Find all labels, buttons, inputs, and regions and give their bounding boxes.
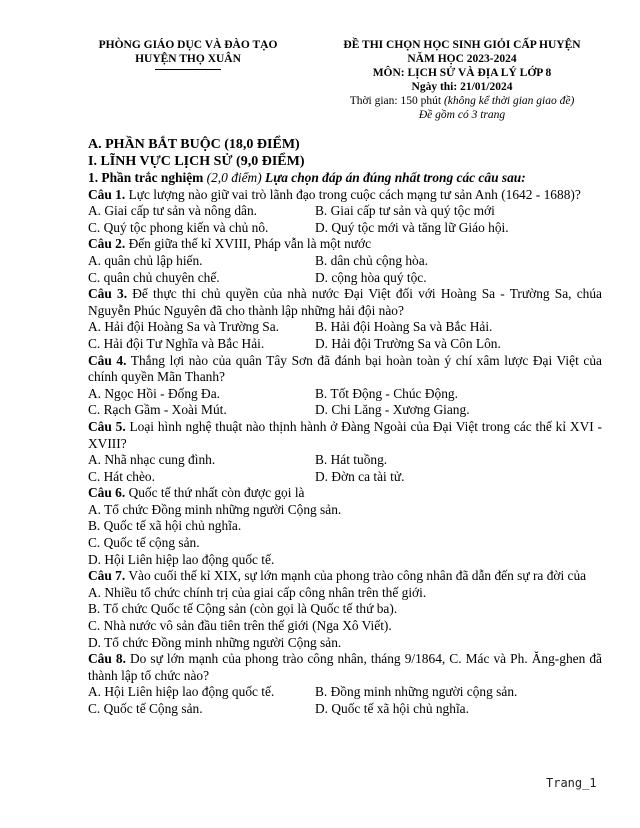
question-stem: Thắng lợi nào của quân Tây Sơn đã đánh bại hoàn toàn ý chí xâm lược Đại Việt của chính quyền Mãn Thanh? <box>88 352 602 385</box>
section-a-heading: A. PHẦN BẮT BUỘC (18,0 ĐIỂM) <box>88 137 300 152</box>
question-text <box>88 651 602 684</box>
issuer-line-2: HUYỆN THỌ XUÂN <box>135 53 241 65</box>
option-row <box>88 253 602 270</box>
question-text <box>88 187 602 204</box>
option-c: C. quân chủ chuyên chế. <box>88 269 220 285</box>
option-row <box>88 402 602 419</box>
option-row <box>88 701 602 718</box>
section-i-heading: I. LĨNH VỰC LỊCH SỬ (9,0 ĐIỂM) <box>88 154 305 169</box>
question-stem: Lực lượng nào giữ vai trò lãnh đạo trong cuộc cách mạng tư sản Anh (1642 - 1688)? <box>125 186 581 202</box>
option-c: C. Quốc tế cộng sản. <box>88 535 200 551</box>
option-a: A. Nhiều tổ chức chính trị của giai cấp công nhân trên thế giới. <box>88 584 427 600</box>
question-number: Câu 7. <box>88 568 126 584</box>
question-1 <box>88 187 602 237</box>
option-a: A. Ngọc Hồi - Đống Đa. <box>88 385 221 401</box>
option-b: B. Quốc tế xã hội chủ nghĩa. <box>88 518 242 534</box>
issuer-line-1: PHÒNG GIÁO DỤC VÀ ĐÀO TẠO <box>98 39 278 51</box>
question-number: Câu 8. <box>88 651 126 667</box>
option-c: C. Hải đội Tư Nghĩa và Bắc Hải. <box>88 335 265 351</box>
option-b: B. Hát tuồng. <box>315 452 388 468</box>
option-row <box>88 203 602 220</box>
option-c: C. Rạch Gầm - Xoài Mút. <box>88 402 227 418</box>
option-d: D. Quốc tế xã hội chủ nghĩa. <box>315 701 469 716</box>
option-row <box>88 336 602 353</box>
question-8 <box>88 651 602 717</box>
option-b: B. dân chủ cộng hòa. <box>315 252 429 268</box>
option-row <box>88 270 602 287</box>
question-6 <box>88 485 602 568</box>
exam-date: Ngày thi: 21/01/2024 <box>411 81 513 93</box>
question-stem: Đến giữa thế kỉ XVIII, Pháp vẫn là một nước <box>125 236 372 252</box>
option-c: C. Quý tộc phong kiến và chủ nô. <box>88 219 269 235</box>
option-b: B. Giai cấp tư sản và quý tộc mới <box>315 203 495 219</box>
option-row <box>88 386 602 403</box>
question-text <box>88 419 602 452</box>
exam-body <box>88 136 602 718</box>
subject: MÔN: LỊCH SỬ VÀ ĐỊA LÝ LỚP 8 <box>372 67 552 79</box>
option-a: A. quân chủ lập hiến. <box>88 252 203 268</box>
option-c: C. Hát chèo. <box>88 468 155 484</box>
question-text <box>88 353 602 386</box>
question-stem: Do sự lớn mạnh của phong trào công nhân, tháng 9/1864, C. Mác và Ph. Ăng-ghen đã thành lập tổ chức nào? <box>88 651 602 683</box>
duration-note: (không kể thời gian giao đề) <box>443 95 575 107</box>
question-number: Câu 5. <box>88 418 126 434</box>
part-1-points: (2,0 điểm) <box>206 170 266 185</box>
question-3 <box>88 286 602 352</box>
question-stem: Quốc tế thứ nhất còn được gọi là <box>125 485 305 501</box>
question-number: Câu 6. <box>88 485 126 501</box>
exam-title-block <box>312 38 612 122</box>
option-a: A. Tổ chức Đồng minh những người Cộng sản. <box>88 501 342 517</box>
question-number: Câu 2. <box>88 236 126 252</box>
exam-duration <box>312 94 612 108</box>
option-d: D. Quý tộc mới và tăng lữ Giáo hội. <box>315 219 509 235</box>
question-2 <box>88 236 602 286</box>
option-row <box>88 469 602 486</box>
page-footer: Trang_1 <box>546 776 597 790</box>
option-b: B. Đồng minh những người cộng sản. <box>315 684 518 700</box>
question-number: Câu 3. <box>88 286 128 302</box>
option-d: D. Hải đội Trường Sa và Côn Lôn. <box>315 335 501 351</box>
option-b: B. Tốt Động - Chúc Động. <box>315 385 458 401</box>
option-b: B. Tổ chức Quốc tế Cộng sản (còn gọi là Quốc tế thứ ba). <box>88 601 398 617</box>
school-year: NĂM HỌC 2023-2024 <box>407 53 517 65</box>
question-text <box>88 568 602 585</box>
question-text <box>88 286 602 319</box>
option-a: A. Giai cấp tư sản và nông dân. <box>88 203 258 219</box>
option-d: D. Đờn ca tài tử. <box>315 468 405 484</box>
exam-title: ĐỀ THI CHỌN HỌC SINH GIỎI CẤP HUYỆN <box>343 39 581 51</box>
question-5 <box>88 419 602 485</box>
option-d: D. cộng hòa quý tộc. <box>315 269 427 285</box>
option-row <box>88 220 602 237</box>
part-1-instruction: Lựa chọn đáp án đúng nhất trong các câu sau: <box>265 170 526 185</box>
question-7 <box>88 568 602 651</box>
page-count-note: Đề gồm có 3 trang <box>418 109 506 121</box>
question-text <box>88 236 602 253</box>
option-c: C. Nhà nước vô sản đầu tiên trên thế giới (Nga Xô Viết). <box>88 618 392 634</box>
option-row <box>88 319 602 336</box>
option-row <box>88 684 602 701</box>
issuer-block <box>88 38 288 70</box>
question-stem: Loại hình nghệ thuật nào thịnh hành ở Đàng Ngoài của Đại Việt trong các thế kỉ XVI - XVIII? <box>88 418 602 451</box>
part-1-label: 1. Phần trắc nghiệm <box>88 170 207 185</box>
question-4 <box>88 353 602 419</box>
option-row <box>88 452 602 469</box>
option-c: C. Quốc tế Cộng sản. <box>88 701 203 716</box>
option-d: D. Chi Lăng - Xương Giang. <box>315 402 470 418</box>
duration-text: Thời gian: 150 phút <box>349 95 444 107</box>
option-a: A. Hải đội Hoàng Sa và Trường Sa. <box>88 319 280 335</box>
part-1-heading <box>88 170 602 187</box>
question-stem: Để thực thi chủ quyền của nhà nước Đại Việt đối với Hoàng Sa - Trường Sa, chúa Nguyễn Phúc Nguyên đã cho thành lập những hải đội nào? <box>88 286 602 318</box>
question-text <box>88 485 602 502</box>
option-d: D. Hội Liên hiệp lao động quốc tế. <box>88 551 275 567</box>
option-b: B. Hải đội Hoàng Sa và Bắc Hải. <box>315 319 493 335</box>
option-a: A. Hội Liên hiệp lao động quốc tế. <box>88 684 275 700</box>
issuer-underline <box>155 69 221 70</box>
option-d: D. Tổ chức Đồng minh những người Cộng sản. <box>88 634 342 650</box>
question-number: Câu 1. <box>88 186 126 202</box>
question-number: Câu 4. <box>88 352 127 368</box>
question-stem: Vào cuối thế kỉ XIX, sự lớn mạnh của phong trào công nhân đã dẫn đến sự ra đời của <box>125 568 587 584</box>
option-a: A. Nhã nhạc cung đình. <box>88 452 216 468</box>
